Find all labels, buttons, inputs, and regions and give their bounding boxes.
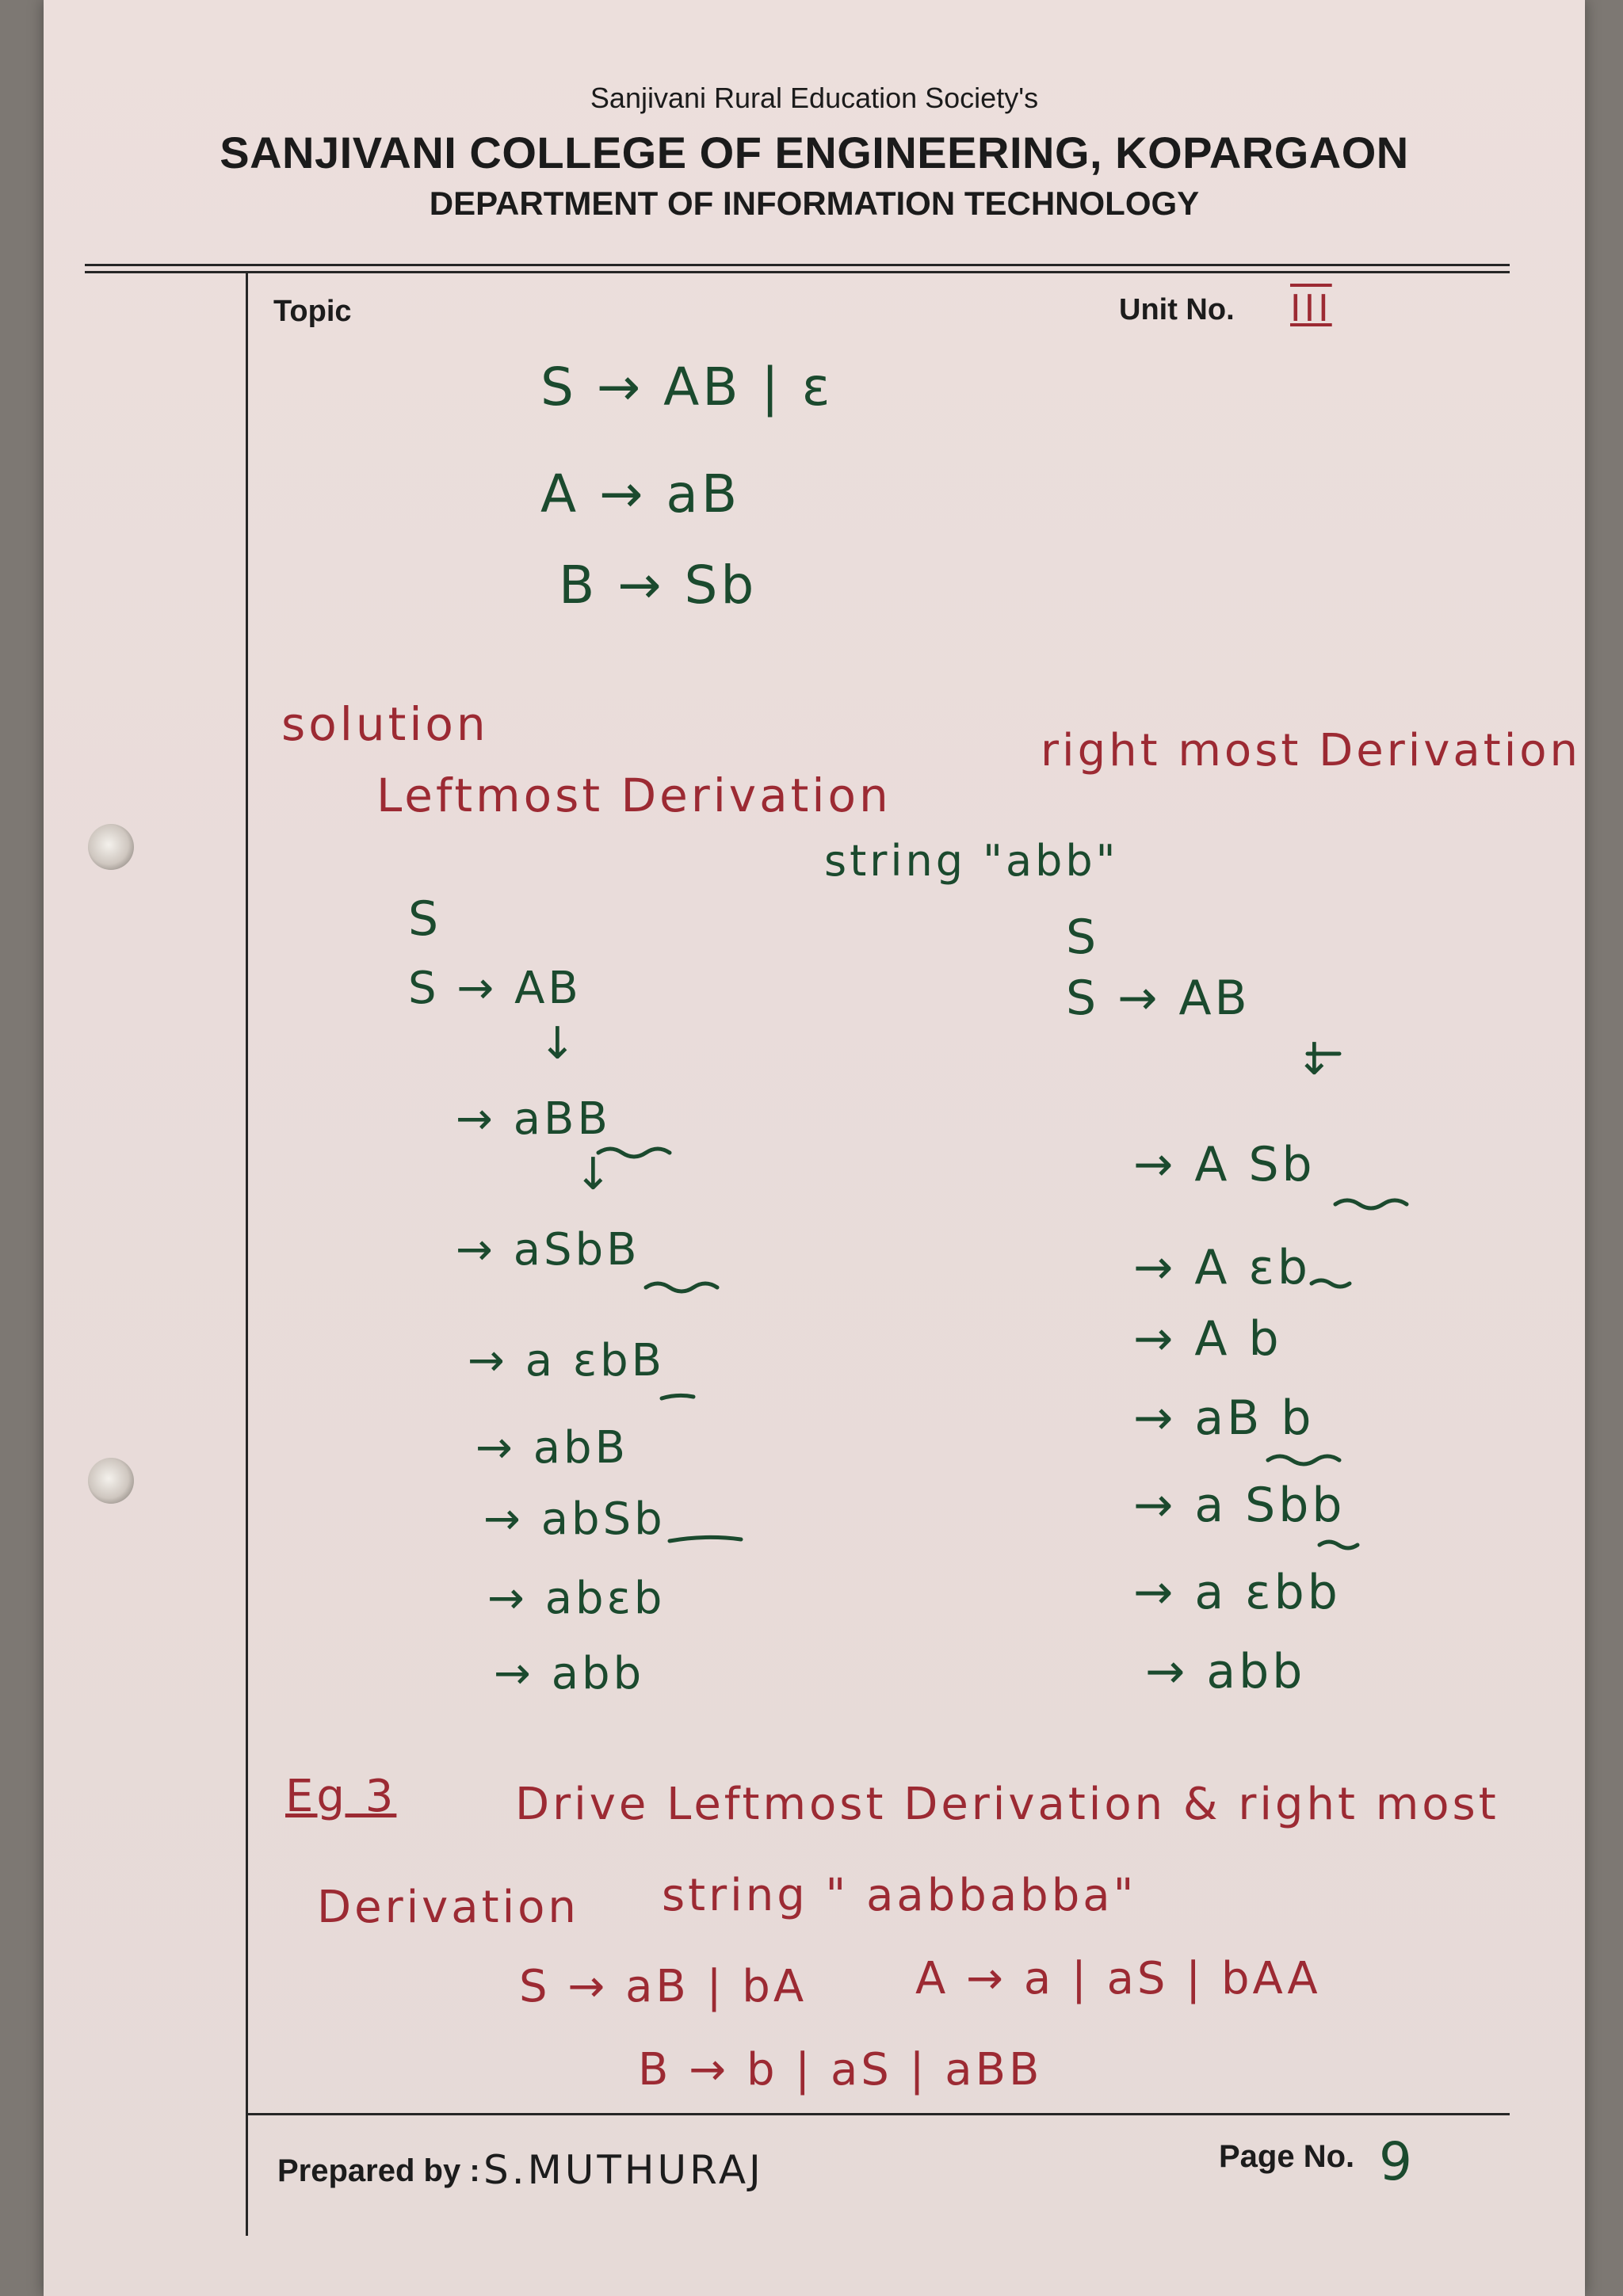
right-step: → aB b: [1133, 1390, 1315, 1446]
solution-title: solution: [281, 697, 489, 751]
left-step: → abεb: [487, 1573, 666, 1624]
example3-rule: A → a | aS | bAA: [915, 1953, 1321, 2004]
page-no-label: Page No.: [1219, 2139, 1355, 2174]
left-step: → aBB: [456, 1093, 611, 1145]
example3-line1: Drive Leftmost Derivation & right most: [515, 1779, 1499, 1830]
left-step: → aSbB: [456, 1224, 640, 1276]
right-step: → a Sbb: [1133, 1478, 1346, 1533]
example3-rule: B → b | aS | aBB: [638, 2044, 1043, 2096]
right-arrow-down: ↓: [1296, 1034, 1336, 1085]
department-name: DEPARTMENT OF INFORMATION TECHNOLOGY: [429, 185, 1200, 222]
unit-no-label: Unit No.: [1119, 293, 1235, 326]
example3-rule: S → aB | bA: [519, 1961, 808, 2012]
rightmost-heading: right most Derivation: [1041, 725, 1582, 776]
grammar-rule: A → aB: [540, 463, 741, 524]
left-step: S: [408, 891, 442, 947]
right-step: → abb: [1145, 1644, 1306, 1699]
unit-value: III: [1290, 287, 1332, 330]
college-name: SANJIVANI COLLEGE OF ENGINEERING, KOPARGAON: [220, 128, 1409, 177]
left-step: → abB: [475, 1422, 629, 1474]
example3-string: string " aabbabba": [662, 1870, 1137, 1921]
left-step: → abSb: [483, 1493, 666, 1545]
left-step: → a εbB: [468, 1335, 666, 1386]
right-step: S → AB: [1066, 971, 1251, 1026]
page-no-value: 9: [1379, 2131, 1415, 2192]
example3-derivation-word: Derivation: [317, 1882, 579, 1933]
author-name: S.MUTHURAJ: [483, 2147, 764, 2193]
right-step: → a εbb: [1133, 1565, 1341, 1620]
notebook-page: [44, 0, 1585, 2296]
topic-label: Topic: [273, 295, 352, 328]
example3-label: Eg 3: [285, 1771, 397, 1822]
left-arrow-down: ↓: [539, 1018, 579, 1070]
left-step: → abb: [494, 1648, 645, 1699]
string-label: string "abb": [824, 836, 1119, 886]
leftmost-heading: Leftmost Derivation: [376, 769, 892, 822]
right-step: → A Sb: [1133, 1137, 1316, 1192]
grammar-rule: B → Sb: [559, 555, 758, 616]
right-step: → A b: [1133, 1311, 1282, 1367]
left-step: S → AB: [408, 963, 582, 1014]
hand-underlines: [44, 0, 1585, 2296]
right-step: S: [1066, 910, 1100, 965]
prepared-by-label: Prepared by :: [277, 2153, 480, 2188]
grammar-rule: S → AB | ε: [540, 357, 834, 418]
society-name: Sanjivani Rural Education Society's: [590, 82, 1039, 114]
left-arrow-down: ↓: [575, 1149, 615, 1200]
right-step: → A εb: [1133, 1240, 1311, 1295]
